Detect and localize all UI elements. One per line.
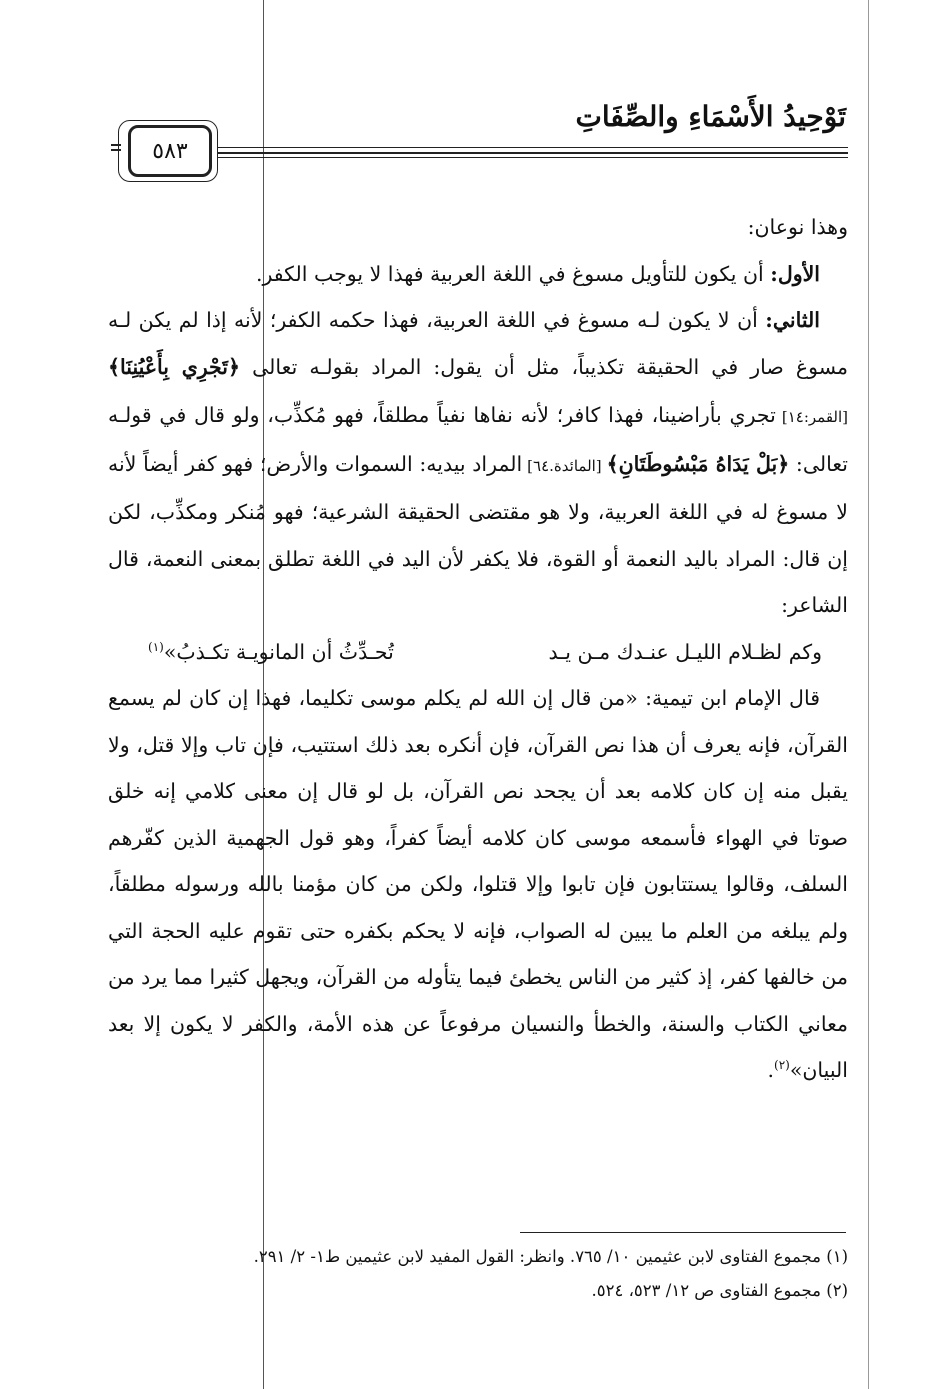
page-number: ٥٨٣ <box>128 125 212 177</box>
second-label: الثاني: <box>765 308 820 332</box>
footnote-separator <box>520 1232 846 1233</box>
footnote-marker-1: (١) <box>148 639 164 654</box>
footnotes <box>108 1240 848 1308</box>
second-type-paragraph <box>108 297 848 629</box>
first-text: أن يكون للتأويل مسوغ في اللغة العربية فهذا لا يوجب الكفر. <box>255 261 771 286</box>
main-text <box>108 204 848 1094</box>
second-text-3: المراد بيديه: السموات والأرض؛ فهو كفر أيضاً لأنه لا مسوغ له في اللغة العربية، ولا هو مقتضى الحقيقة الشرعية؛ فهو مُنكر ومكذِّب، لكن إن قال: المراد باليد النعمة أو القوة، فلا يكفر لأن اليد في اللغة تطلق بمعنى النعمة، قال الشاعر: <box>108 451 848 617</box>
poem-verse <box>108 629 848 676</box>
second-text-1: أن لا يكون لـه مسوغ في اللغة العربية، فهذا حكمه الكفر؛ لأنه إذا لم يكن لـه مسوغ صار في الحقيقة تكذيباً، مثل أن يقول: المراد بقولـه تعالى <box>108 308 848 379</box>
ibn-taymiyyah-quote <box>108 675 848 1094</box>
first-label: الأول: <box>770 261 820 286</box>
poem-second-hemistich-wrap <box>148 629 394 676</box>
verse-maidah: ﴿بَلْ يَدَاهُ مَبْسُوطَتَانِ﴾ <box>606 451 790 476</box>
quote-end: . <box>767 1058 774 1082</box>
footnote-1: (١) مجموع الفتاوى لابن عثيمين ١٠/ ٧٦٥. وانظر: القول المفيد لابن عثيمين ط١- ٢/ ٢٩١. <box>253 1247 848 1266</box>
quote-text: قال الإمام ابن تيمية: «من قال إن الله لم يكلم موسى تكليما، فهذا إن كان لم يسمع القرآن، فإنه يعرف أن هذا نص القرآن، فإن أنكره بعد ذلك استتيب، فإن تاب وإلا قتل، ولا يقبل منه إن كان كلامه بعد أن يجحد نص القرآن، بل لو قال إن معنى كلامي إنه خلق صوتا في الهواء فأسمعه موسى كان كلامه أيضاً كفراً، وهو قول الجهمية الذين كفّرهم السلف، وقالوا يستتابون فإن تابوا وإلا قتلوا، ولكن من كان مؤمنا بالله ورسوله مطلقاً، ولم يبلغه من العلم ما يبين له الصواب، فإنه لا يحكم بكفره حتى تقوم عليه الحجة التي من خالفها كفر، إذ كثير من الناس يخطئ فيما يتأوله من القرآن، ويجهل كثيرا مما يرد من معاني الكتاب والسنة، والخطأ والنسيان مرفوعاً عن هذه الأمة، والكفر لا يكون إلا بعد البيان» <box>108 686 848 1082</box>
header-rule-top <box>218 147 848 148</box>
poem-second-hemistich: تُحـدِّثُ أن المانويـة تكـذبُ» <box>163 639 394 664</box>
intro-line: وهذا نوعان: <box>747 215 848 239</box>
header-rule-mid <box>218 152 848 154</box>
first-type-paragraph <box>108 251 848 298</box>
verse-qamar: ﴿تَجْرِي بِأَعْيُنِنَا﴾ <box>108 354 241 379</box>
ref-qamar: [القمر:١٤] <box>775 408 849 426</box>
poem-first-hemistich: وكم لظـلام الليـل عنـدك مـن يـد <box>548 639 822 664</box>
ref-maidah: [المائدة.٦٤] <box>522 456 607 475</box>
second-text-2: تجري بأراضينا، فهذا كافر؛ لأنه نفاها نفياً مطلقاً، فهو مُكذِّب، ولو قال في قولـه تعالى: <box>108 403 849 476</box>
header-rule-bottom <box>218 157 848 158</box>
footnote-marker-2: (٢) <box>774 1058 790 1073</box>
scan-vertical-line-right <box>868 0 869 1389</box>
footnote-2: (٢) مجموع الفتاوى ص ١٢/ ٥٢٣، ٥٢٤. <box>591 1281 848 1300</box>
running-header-title: تَوْحِيدُ الأَسْمَاءِ والصِّفَاتِ <box>575 100 846 133</box>
